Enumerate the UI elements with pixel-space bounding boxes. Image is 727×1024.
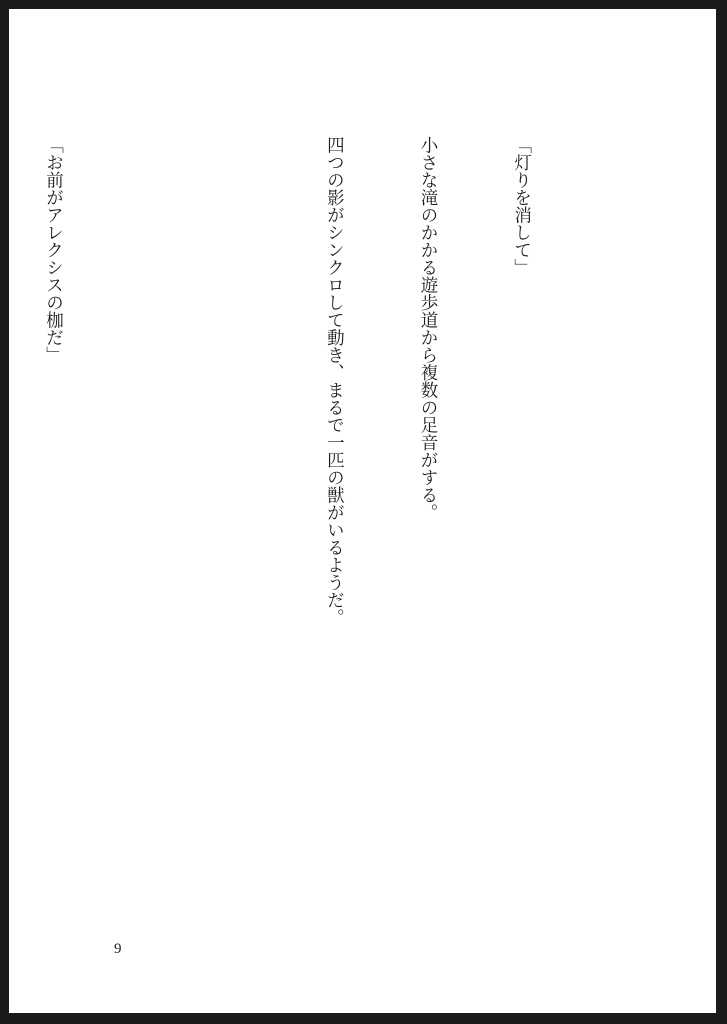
blank-line	[131, 136, 162, 846]
text-line: 「お前がアレクシスの枷だ」	[43, 136, 64, 364]
page-number: 9	[114, 941, 122, 957]
vertical-text-body	[9, 136, 599, 846]
text-line: 小さな滝のかかる遊歩道から複数の足音がする。	[417, 136, 438, 521]
book-page	[9, 9, 716, 1013]
text-line: 四つの影がシンクロして動き、まるで一匹の獣がいるようだ。	[324, 136, 345, 626]
blank-line	[225, 136, 256, 846]
text-line: 「灯りを消して」	[511, 136, 532, 276]
